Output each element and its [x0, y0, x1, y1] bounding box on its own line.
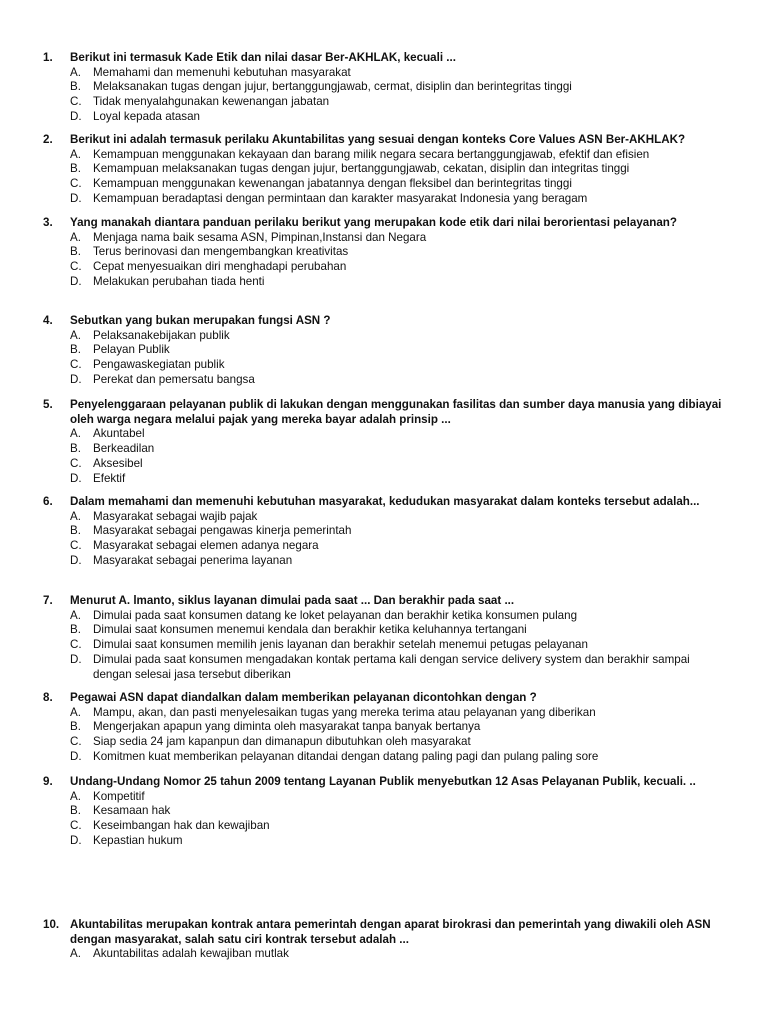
option-d — [0, 750, 768, 765]
question-header — [0, 918, 768, 947]
option-a — [0, 706, 768, 721]
option-letter: A. — [70, 65, 81, 79]
option-letter: A. — [70, 608, 81, 622]
option-text: Siap sedia 24 jam kapanpun dan dimanapun dibutuhkan oleh masyarakat — [93, 735, 471, 749]
question-text: Berikut ini termasuk Kade Etik dan nilai dasar Ber-AKHLAK, kecuali ... — [70, 51, 456, 64]
question-number: 7. — [43, 594, 53, 607]
question-header — [0, 691, 768, 706]
question-header — [0, 314, 768, 329]
option-letter: B. — [70, 442, 81, 456]
question-header — [0, 495, 768, 510]
option-b — [0, 80, 768, 95]
option-letter: D. — [70, 553, 82, 567]
option-text: Dimulai saat konsumen memilih jenis layanan dan berakhir setelah menemui petugas pelayanan — [93, 638, 588, 652]
option-text: Tidak menyalahgunakan kewenangan jabatan — [93, 95, 330, 109]
option-text: Pelayan Publik — [93, 343, 170, 357]
question-header — [0, 51, 768, 66]
option-letter: C. — [70, 735, 82, 749]
option-list — [0, 427, 768, 486]
question-number: 2. — [43, 133, 53, 146]
question-7 — [0, 594, 768, 682]
option-a — [0, 231, 768, 246]
option-d — [0, 653, 768, 682]
option-c — [0, 95, 768, 110]
question-10 — [0, 918, 768, 962]
option-letter: D. — [70, 749, 82, 763]
option-text: Berkeadilan — [93, 442, 155, 456]
option-letter: D. — [70, 274, 82, 288]
option-d — [0, 373, 768, 388]
question-header — [0, 216, 768, 231]
question-text: Menurut A. lmanto, siklus layanan dimulai pada saat ... Dan berakhir pada saat ... — [70, 594, 515, 607]
option-letter: A. — [70, 147, 81, 161]
option-letter: C. — [70, 819, 82, 833]
option-letter: D. — [70, 652, 82, 666]
option-letter: A. — [70, 789, 81, 803]
option-letter: C. — [70, 456, 82, 470]
option-text: Masyarakat sebagai penerima layanan — [93, 553, 293, 567]
option-letter: A. — [70, 509, 81, 523]
option-c — [0, 260, 768, 275]
option-list — [0, 66, 768, 125]
option-list — [0, 329, 768, 388]
option-letter: B. — [70, 343, 81, 357]
option-letter: D. — [70, 833, 82, 847]
option-letter: B. — [70, 80, 81, 94]
option-letter: A. — [70, 427, 81, 441]
option-text: Kepastian hukum — [93, 833, 183, 847]
question-number: 6. — [43, 495, 53, 508]
option-text: Dimulai pada saat konsumen mengadakan kontak pertama kali dengan service delivery system dan berakhir sampai dengan selesai jasa tersebut diberikan — [93, 652, 690, 681]
option-d — [0, 192, 768, 207]
option-a — [0, 510, 768, 525]
option-d — [0, 834, 768, 849]
option-letter: A. — [70, 230, 81, 244]
option-list — [0, 231, 768, 290]
option-text: Dimulai saat konsumen menemui kendala dan berakhir ketika keluhannya tertangani — [93, 623, 527, 637]
option-c — [0, 819, 768, 834]
option-c — [0, 457, 768, 472]
option-d — [0, 110, 768, 125]
option-b — [0, 623, 768, 638]
option-a — [0, 66, 768, 81]
option-list — [0, 148, 768, 207]
question-number: 4. — [43, 314, 53, 327]
question-text: Undang-Undang Nomor 25 tahun 2009 tentang Layanan Publik menyebutkan 12 Asas Pelayanan Publik, kecuali. .. — [70, 775, 696, 788]
option-list — [0, 947, 768, 962]
option-text: Memahami dan memenuhi kebutuhan masyarakat — [93, 65, 351, 79]
question-header — [0, 133, 768, 148]
option-text: Aksesibel — [93, 456, 143, 470]
option-text: Kompetitif — [93, 789, 145, 803]
option-a — [0, 427, 768, 442]
question-number: 1. — [43, 51, 53, 64]
option-text: Menjaga nama baik sesama ASN, Pimpinan,Instansi dan Negara — [93, 230, 427, 244]
question-header — [0, 775, 768, 790]
option-text: Perekat dan pemersatu bangsa — [93, 372, 255, 386]
option-d — [0, 275, 768, 290]
option-a — [0, 329, 768, 344]
option-text: Kemampuan menggunakan kewenangan jabatannya dengan fleksibel dan berintegritas tinggi — [93, 177, 572, 191]
option-letter: C. — [70, 638, 82, 652]
option-c — [0, 358, 768, 373]
option-letter: A. — [70, 947, 81, 961]
option-text: Masyarakat sebagai elemen adanya negara — [93, 539, 319, 553]
option-b — [0, 442, 768, 457]
option-b — [0, 804, 768, 819]
option-d — [0, 554, 768, 569]
option-text: Mengerjakan apapun yang diminta oleh masyarakat tanpa banyak bertanya — [93, 720, 481, 734]
question-text: Dalam memahami dan memenuhi kebutuhan masyarakat, kedudukan masyarakat dalam konteks tersebut adalah... — [70, 495, 700, 508]
option-b — [0, 720, 768, 735]
option-letter: B. — [70, 720, 81, 734]
option-text: Dimulai pada saat konsumen datang ke loket pelayanan dan berakhir ketika konsumen pulang — [93, 608, 578, 622]
option-text: Efektif — [93, 471, 126, 485]
option-a — [0, 609, 768, 624]
question-number: 8. — [43, 691, 53, 704]
option-c — [0, 177, 768, 192]
option-letter: C. — [70, 260, 82, 274]
question-6 — [0, 495, 768, 569]
question-text: Akuntabilitas merupakan kontrak antara pemerintah dengan aparat birokrasi dan pemerintah yang diwakili oleh ASN dengan masyarakat, salah satu ciri kontrak tersebut adalah ... — [70, 918, 711, 946]
option-b — [0, 524, 768, 539]
option-letter: D. — [70, 471, 82, 485]
option-letter: A. — [70, 705, 81, 719]
option-letter: C. — [70, 539, 82, 553]
option-text: Kemampuan menggunakan kekayaan dan barang milik negara secara bertanggungjawab, efektif dan efisien — [93, 147, 650, 161]
option-text: Pengawaskegiatan publik — [93, 358, 225, 372]
question-number: 5. — [43, 398, 53, 411]
option-text: Pelaksanakebijakan publik — [93, 328, 230, 342]
option-letter: B. — [70, 623, 81, 637]
option-letter: B. — [70, 804, 81, 818]
question-header — [0, 398, 768, 427]
question-4 — [0, 314, 768, 388]
question-number: 10. — [43, 918, 60, 931]
option-text: Keseimbangan hak dan kewajiban — [93, 819, 270, 833]
question-8 — [0, 691, 768, 765]
option-text: Melakukan perubahan tiada henti — [93, 274, 265, 288]
question-text: Berikut ini adalah termasuk perilaku Akuntabilitas yang sesuai dengan konteks Core Values ASN Ber-AKHLAK? — [70, 133, 686, 146]
option-a — [0, 148, 768, 163]
question-number: 3. — [43, 216, 53, 229]
option-b — [0, 343, 768, 358]
option-letter: D. — [70, 109, 82, 123]
option-letter: D. — [70, 372, 82, 386]
option-letter: D. — [70, 191, 82, 205]
option-letter: B. — [70, 524, 81, 538]
question-text: Penyelenggaraan pelayanan publik di lakukan dengan menggunakan fasilitas dan sumber daya manusia yang dibiayai oleh warga negara melalui pajak yang mereka bayar adalah prinsip ... — [70, 398, 722, 426]
option-c — [0, 539, 768, 554]
option-text: Loyal kepada atasan — [93, 109, 201, 123]
option-letter: B. — [70, 162, 81, 176]
option-list — [0, 790, 768, 849]
option-letter: C. — [70, 358, 82, 372]
option-a — [0, 790, 768, 805]
option-text: Masyarakat sebagai pengawas kinerja pemerintah — [93, 524, 352, 538]
question-header — [0, 594, 768, 609]
option-list — [0, 510, 768, 569]
option-text: Melaksanakan tugas dengan jujur, bertanggungjawab, cermat, disiplin dan berintegritas tinggi — [93, 80, 572, 94]
question-2 — [0, 133, 768, 207]
option-text: Mampu, akan, dan pasti menyelesaikan tugas yang mereka terima atau pelayanan yang diberikan — [93, 705, 596, 719]
option-letter: B. — [70, 245, 81, 259]
option-text: Terus berinovasi dan mengembangkan kreativitas — [93, 245, 349, 259]
question-5 — [0, 398, 768, 486]
option-text: Kemampuan beradaptasi dengan permintaan dan karakter masyarakat Indonesia yang beragam — [93, 191, 588, 205]
option-b — [0, 245, 768, 260]
option-text: Masyarakat sebagai wajib pajak — [93, 509, 258, 523]
question-3 — [0, 216, 768, 290]
option-c — [0, 638, 768, 653]
option-text: Komitmen kuat memberikan pelayanan ditandai dengan datang paling pagi dan pulang paling sore — [93, 749, 599, 763]
option-text: Akuntabilitas adalah kewajiban mutlak — [93, 947, 289, 961]
question-text: Pegawai ASN dapat diandalkan dalam memberikan pelayanan dicontohkan dengan ? — [70, 691, 537, 704]
option-letter: C. — [70, 177, 82, 191]
option-text: Cepat menyesuaikan diri menghadapi perubahan — [93, 260, 347, 274]
option-list — [0, 609, 768, 683]
option-c — [0, 735, 768, 750]
question-1 — [0, 51, 768, 125]
question-text: Sebutkan yang bukan merupakan fungsi ASN ? — [70, 314, 331, 327]
question-number: 9. — [43, 775, 53, 788]
option-letter: A. — [70, 328, 81, 342]
question-9 — [0, 775, 768, 849]
question-text: Yang manakah diantara panduan perilaku berikut yang merupakan kode etik dari nilai berorientasi pelayanan? — [70, 216, 677, 229]
option-d — [0, 472, 768, 487]
option-b — [0, 162, 768, 177]
option-text: Kemampuan melaksanakan tugas dengan jujur, bertanggungjawab, cekatan, disiplin dan integritas tinggi — [93, 162, 630, 176]
option-text: Akuntabel — [93, 427, 145, 441]
option-list — [0, 706, 768, 765]
option-text: Kesamaan hak — [93, 804, 171, 818]
option-letter: C. — [70, 95, 82, 109]
option-a — [0, 947, 768, 962]
